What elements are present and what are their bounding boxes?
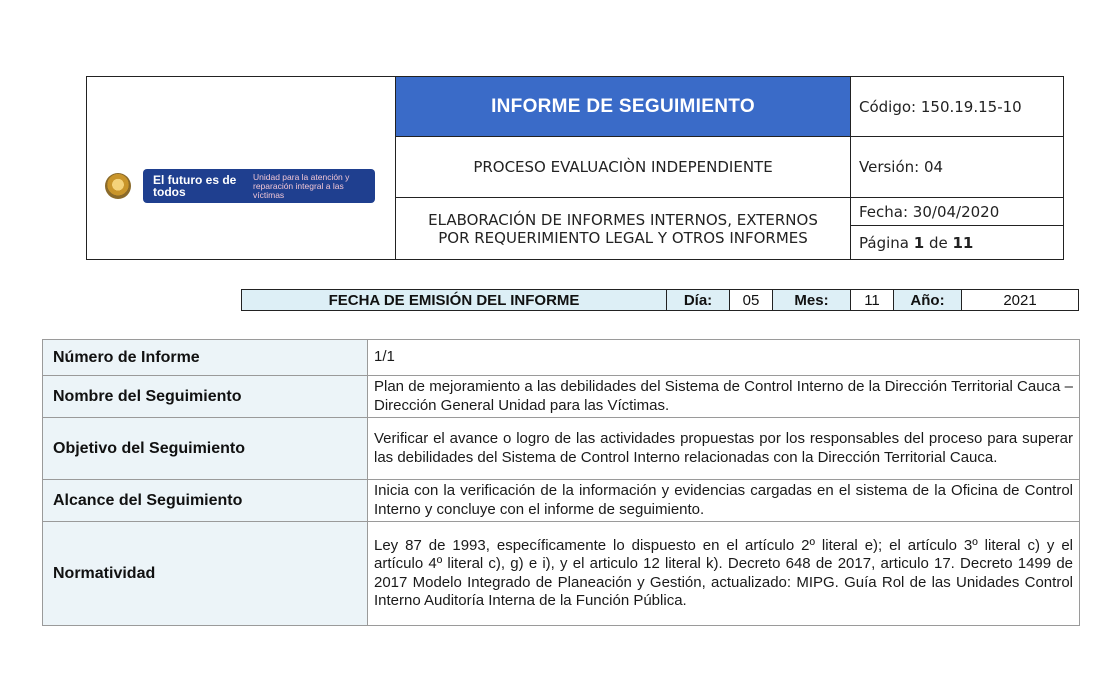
pagina-current: 1 <box>913 233 925 252</box>
document-header <box>86 76 1064 260</box>
subprocess-name: ELABORACIÓN DE INFORMES INTERNOS, EXTERNOS POR REQUERIMIENTO LEGAL Y OTROS INFORMES <box>396 198 851 260</box>
document-title: INFORME DE SEGUIMIENTO <box>396 77 851 137</box>
mes-value: 11 <box>851 290 894 311</box>
mes-label: Mes: <box>773 290 851 311</box>
logo-entity-name: Unidad para la atención y reparación integral a las víctimas <box>253 171 350 200</box>
row-value: Verificar el avance o logro de las actividades propuestas por los responsables del proceso para superar las debilidades del Sistema de Control Interno relacionadas con la Dirección Territorial Cauca. <box>368 418 1080 480</box>
pagina-of: de <box>928 233 948 252</box>
fecha-field: Fecha: 30/04/2020 <box>851 198 1064 226</box>
table-row <box>43 340 1080 376</box>
coat-of-arms-icon <box>105 173 131 199</box>
process-name: PROCESO EVALUACIÒN INDEPENDIENTE <box>396 137 851 198</box>
anio-label: Año: <box>894 290 962 311</box>
row-key: Número de Informe <box>43 340 368 376</box>
row-value: Inicia con la verificación de la información y evidencias cargadas en el sistema de la Oficina de Control Interno y concluye con el informe de seguimiento. <box>368 480 1080 522</box>
row-key: Nombre del Seguimiento <box>43 376 368 418</box>
pagina-label: Página <box>859 233 909 252</box>
unidad-victimas-logo <box>105 169 375 203</box>
row-value: 1/1 <box>368 340 1080 376</box>
row-key: Objetivo del Seguimiento <box>43 418 368 480</box>
row-value: Plan de mejoramiento a las debilidades del Sistema de Control Interno de la Dirección Territorial Cauca – Dirección General Unidad para las Víctimas. <box>368 376 1080 418</box>
codigo-field: Código: 150.19.15-10 <box>851 77 1064 137</box>
table-row <box>43 522 1080 626</box>
row-key: Normatividad <box>43 522 368 626</box>
pagina-total: 11 <box>952 233 974 252</box>
version-field: Versión: 04 <box>851 137 1064 198</box>
table-row <box>43 418 1080 480</box>
logo-cell <box>87 77 396 260</box>
pagina-field <box>851 226 1064 260</box>
anio-value: 2021 <box>962 290 1079 311</box>
emission-date-strip <box>241 289 1079 311</box>
row-value: Ley 87 de 1993, específicamente lo dispuesto en el artículo 2º literal e); el artículo 3º literal c) y el artículo 4º literal c), g) e i), y el articulo 12 literal k). Decreto 648 de 2017, articulo 17. Decreto 1499 de 2017 Modelo Integrado de Planeación y Gestión, actualizado: MIPG. Guía Rol de las Unidades Control Interno Auditoría Interna de la Función Pública. <box>368 522 1080 626</box>
row-key: Alcance del Seguimiento <box>43 480 368 522</box>
table-row <box>43 480 1080 522</box>
report-info-table <box>42 339 1080 626</box>
dia-value: 05 <box>730 290 773 311</box>
logo-slogan: El futuro es de todos <box>153 173 237 199</box>
logo-banner <box>143 169 375 203</box>
table-row <box>43 376 1080 418</box>
emission-label: FECHA DE EMISIÓN DEL INFORME <box>242 290 667 311</box>
dia-label: Día: <box>667 290 730 311</box>
